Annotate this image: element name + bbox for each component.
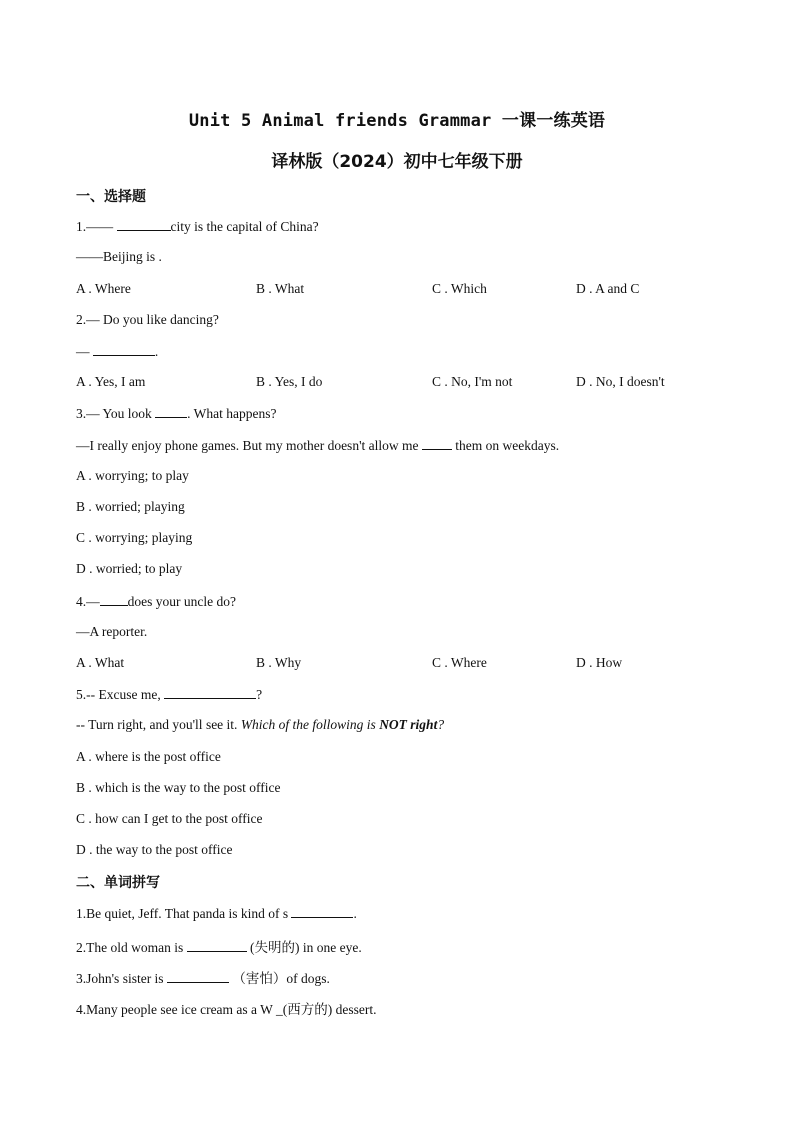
section-heading-choice: 一、选择题 [76,189,146,205]
q4-option-d: D . How [576,655,623,670]
question-3-stem: 3.— You look . What happens? [76,406,277,421]
q3-option-d: D . worried; to play [76,561,183,576]
question-4-stem: 4.— does your uncle do? [76,594,236,609]
q2-option-d: D . No, I doesn't [576,374,665,389]
question-5-stem: 5.-- Excuse me, ? [76,687,263,702]
answer-blank [155,405,187,418]
q1-option-b: B . What [256,281,305,296]
spelling-item-4: 4.Many people see ice cream as a W _(西方的) dessert. [76,1002,377,1017]
q2-option-c: C . No, I'm not [432,374,513,389]
answer-blank [187,939,247,952]
q1-option-a: A . Where [76,281,131,296]
page-subtitle: 译林版（2024）初中七年级下册 [271,152,523,172]
question-1-answer-line: ——Beijing is . [76,249,162,264]
q5-option-c: C . how can I get to the post office [76,811,263,826]
spelling-item-1: 1.Be quiet, Jeff. That panda is kind of s . [76,906,357,921]
q3-option-c: C . worrying; playing [76,530,193,545]
question-2-stem: 2.— Do you like dancing? [76,312,219,327]
answer-blank [117,218,171,231]
section-heading-spelling: 二、单词拼写 [76,875,160,891]
answer-blank [167,970,229,983]
question-5-line-2: -- Turn right, and you'll see it. Which of the following is NOT right? [76,717,445,732]
q5-option-a: A . where is the post office [76,749,221,764]
q2-option-a: A . Yes, I am [76,374,146,389]
q3-option-b: B . worried; playing [76,499,185,514]
question-3-line-2: —I really enjoy phone games. But my mother doesn't allow me them on weekdays. [76,438,560,453]
q4-option-c: C . Where [432,655,487,670]
q2-option-b: B . Yes, I do [256,374,323,389]
q3-option-a: A . worrying; to play [76,468,189,483]
page-title: Unit 5 Animal friends Grammar 一课一练英语 [188,111,606,131]
question-1-stem: 1.—— city is the capital of China? [76,219,319,234]
spelling-item-2: 2.The old woman is (失明的) in one eye. [76,940,362,955]
q1-option-c: C . Which [432,281,487,296]
q4-option-b: B . Why [256,655,302,670]
q4-option-a: A . What [76,655,125,670]
answer-blank [93,343,155,356]
spelling-item-3: 3.John's sister is （害怕）of dogs. [76,971,330,986]
q5-option-d: D . the way to the post office [76,842,233,857]
answer-blank [164,686,256,699]
q5-option-b: B . which is the way to the post office [76,780,281,795]
q1-option-d: D . A and C [576,281,640,296]
answer-blank [422,437,452,450]
answer-blank [100,593,128,606]
question-2-answer-line: — . [76,344,159,359]
answer-blank [291,905,353,918]
question-4-answer-line: —A reporter. [76,624,148,639]
